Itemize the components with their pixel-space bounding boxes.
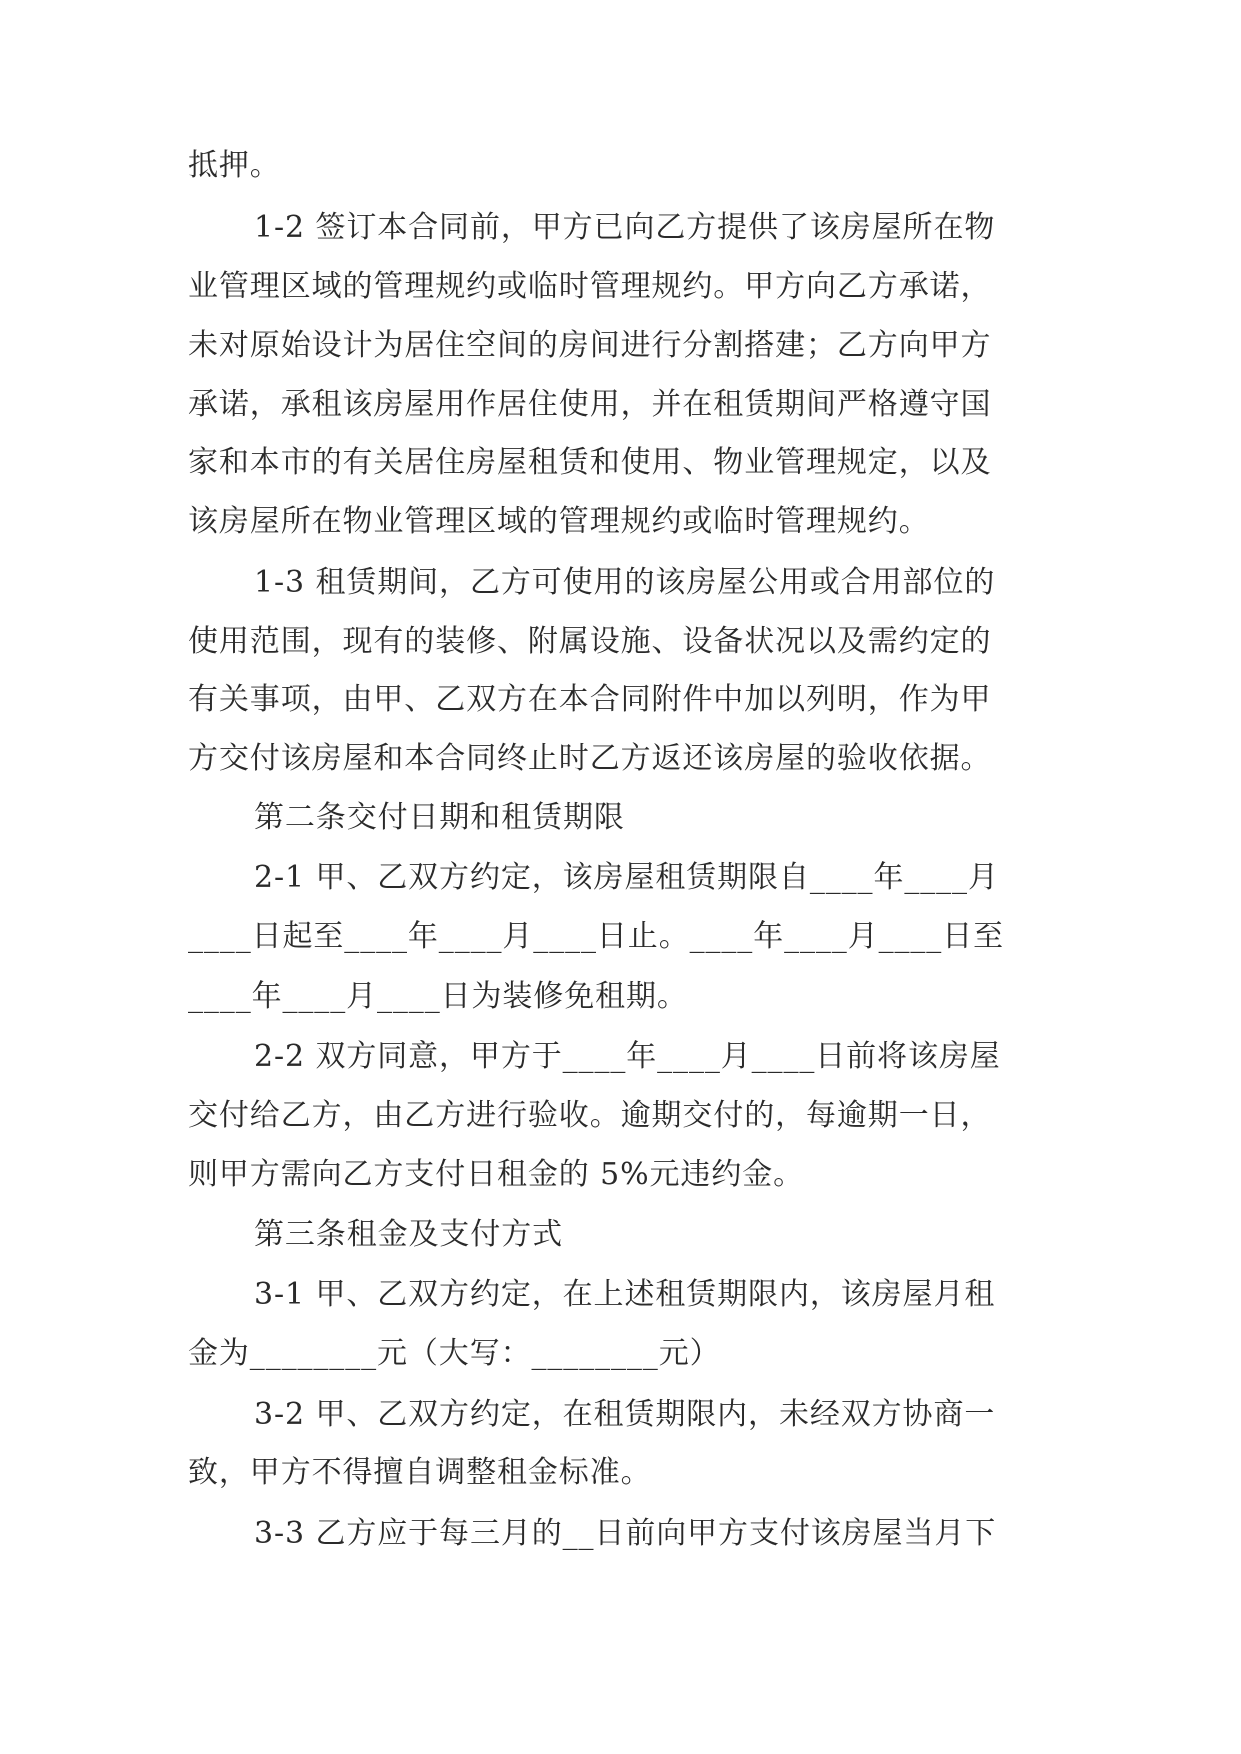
- text-line: ____日起至____年____月____日止。____年____月____日至: [188, 919, 1004, 954]
- clause-1-3-text: 1-3 租赁期间，乙方可使用的该房屋公用或合用部位的: [254, 565, 996, 600]
- section-heading-article-3: 第三条租金及支付方式: [254, 1217, 563, 1252]
- clause-1-2-text: 1-2 签订本合同前，甲方已向乙方提供了该房屋所在物: [254, 210, 996, 245]
- text-line: 未对原始设计为居住空间的房间进行分割搭建；乙方向甲方: [188, 328, 992, 363]
- text-line: 方交付该房屋和本合同终止时乙方返还该房屋的验收依据。: [188, 741, 992, 776]
- text-line: 使用范围，现有的装修、附属设施、设备状况以及需约定的: [188, 624, 992, 659]
- clause-3-3-text: 3-3 乙方应于每三月的__日前向甲方支付该房屋当月下: [254, 1516, 997, 1551]
- text-line: 则甲方需向乙方支付日租金的 5%元违约金。: [188, 1157, 805, 1192]
- clause-2-1-text: 2-1 甲、乙双方约定，该房屋租赁期限自____年____月: [254, 860, 999, 895]
- text-line: 该房屋所在物业管理区域的管理规约或临时管理规约。: [188, 504, 930, 539]
- text-line: 致，甲方不得擅自调整租金标准。: [188, 1455, 652, 1490]
- text-line: 业管理区域的管理规约或临时管理规约。甲方向乙方承诺，: [188, 269, 992, 304]
- section-heading-article-2: 第二条交付日期和租赁期限: [254, 800, 625, 835]
- text-line: 交付给乙方，由乙方进行验收。逾期交付的，每逾期一日，: [188, 1098, 992, 1133]
- text-line: 抵押。: [188, 148, 281, 183]
- text-line: ____年____月____日为装修免租期。: [188, 979, 688, 1014]
- text-line: 家和本市的有关居住房屋租赁和使用、物业管理规定，以及: [188, 445, 992, 480]
- text-line: 有关事项，由甲、乙双方在本合同附件中加以列明，作为甲: [188, 682, 992, 717]
- text-line: 承诺，承租该房屋用作居住使用，并在租赁期间严格遵守国: [188, 387, 992, 422]
- clause-2-2-text: 2-2 双方同意，甲方于____年____月____日前将该房屋: [254, 1039, 1001, 1074]
- clause-3-1-text: 3-1 甲、乙双方约定，在上述租赁期限内，该房屋月租: [254, 1277, 996, 1312]
- clause-3-2-text: 3-2 甲、乙双方约定，在租赁期限内，未经双方协商一: [254, 1397, 996, 1432]
- text-line: 金为________元（大写：________元）: [188, 1336, 721, 1371]
